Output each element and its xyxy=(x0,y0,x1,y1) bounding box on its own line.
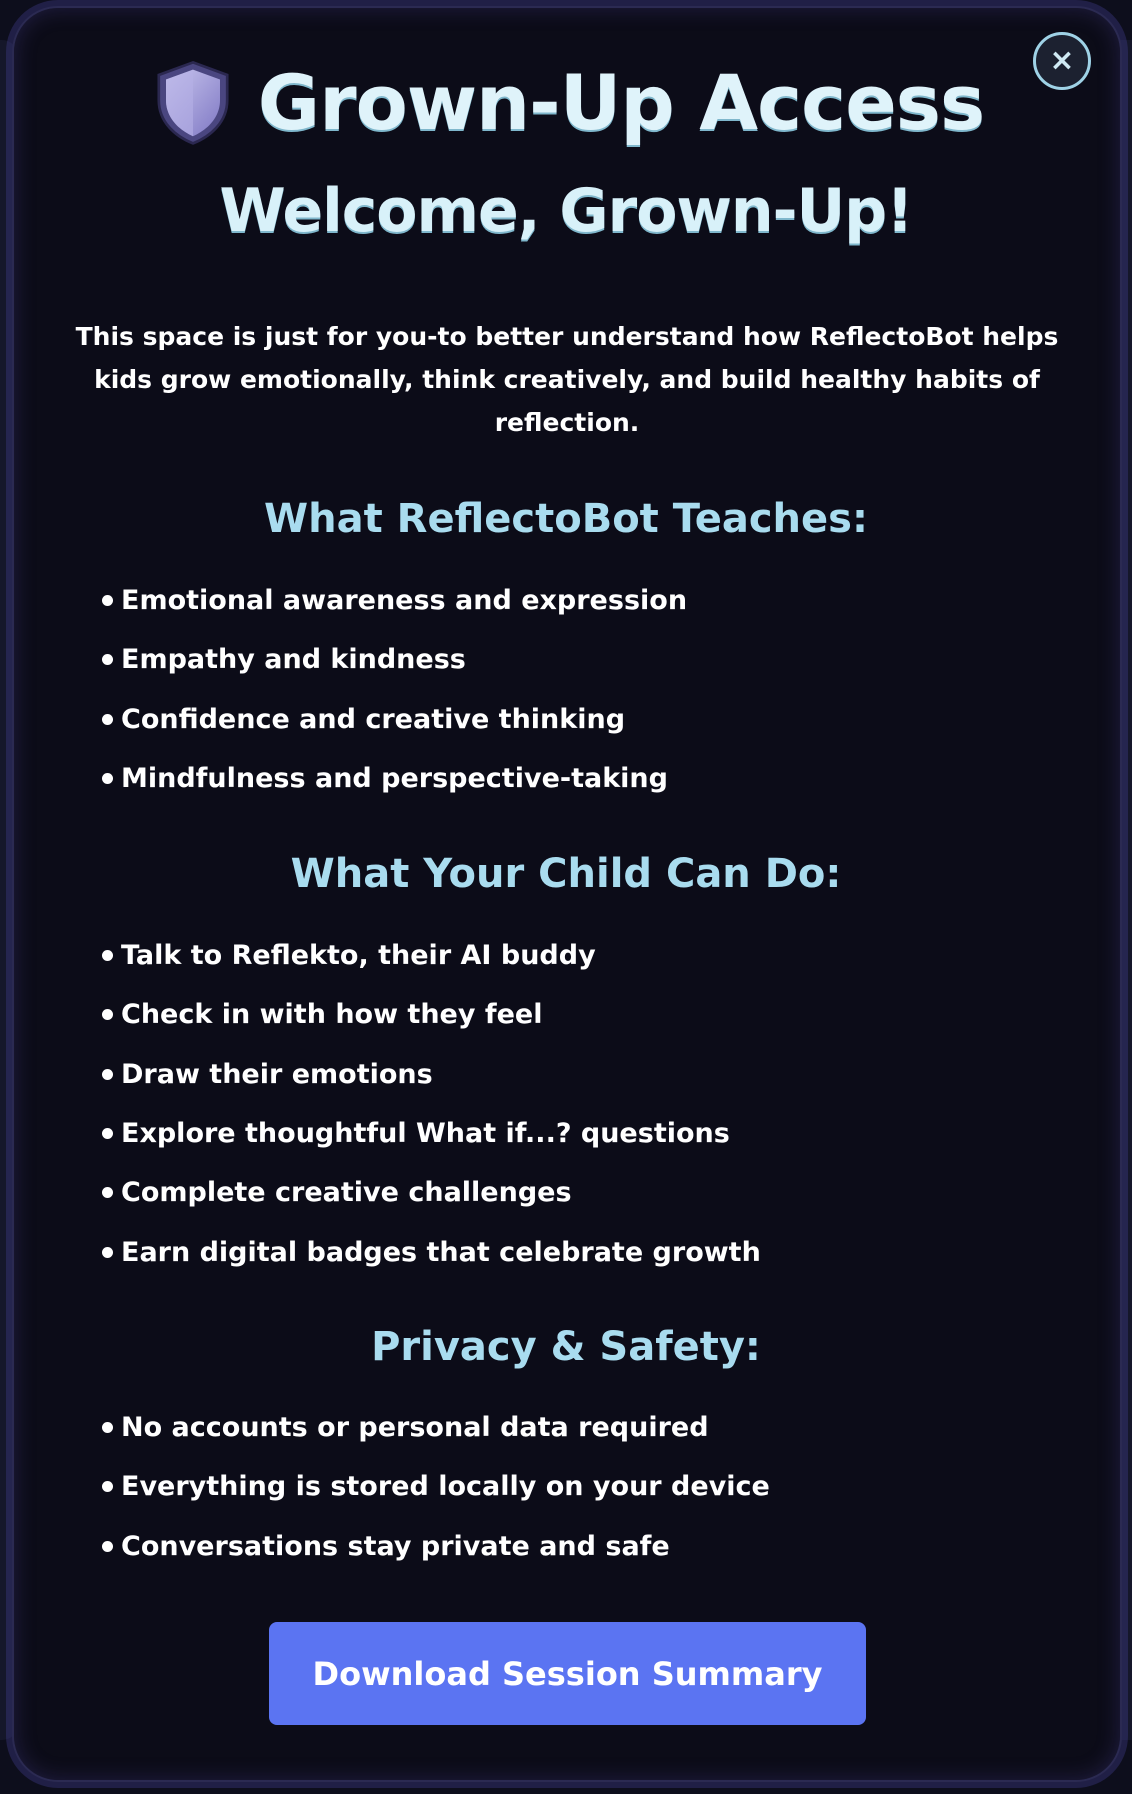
teaches-list xyxy=(102,571,687,808)
bullet-icon xyxy=(102,1541,113,1552)
bullet-icon xyxy=(102,654,113,665)
list-item: Conversations stay private and safe xyxy=(102,1517,770,1576)
bullet-icon xyxy=(102,1187,113,1198)
bullet-icon xyxy=(102,1422,113,1433)
list-item: Mindfulness and perspective-taking xyxy=(102,749,687,808)
bullet-icon xyxy=(102,714,113,725)
close-icon: × xyxy=(1049,43,1075,78)
shield-icon xyxy=(148,57,238,147)
intro-text: This space is just for you-to better understand how ReflectoBot helps kids grow emotionally, think creatively, and build healthy habits of reflection. xyxy=(75,322,1059,437)
bullet-icon xyxy=(102,1481,113,1492)
modal-header xyxy=(0,52,1132,152)
section-heading-child-can-do: What Your Child Can Do: xyxy=(290,851,842,897)
bullet-icon xyxy=(102,950,113,961)
child-can-do-list xyxy=(102,926,761,1282)
bullet-icon xyxy=(102,1069,113,1080)
list-item: Draw their emotions xyxy=(102,1045,761,1104)
bullet-icon xyxy=(102,773,113,784)
list-item: Explore thoughtful What if...? questions xyxy=(102,1104,761,1163)
bullet-icon xyxy=(102,595,113,606)
list-item: Emotional awareness and expression xyxy=(102,571,687,630)
section-heading-teaches: What ReflectoBot Teaches: xyxy=(264,496,868,542)
modal-title: Grown-Up Access xyxy=(257,57,985,147)
list-item: No accounts or personal data required xyxy=(102,1398,770,1457)
welcome-heading: Welcome, Grown-Up! xyxy=(219,176,913,246)
bullet-icon xyxy=(102,1128,113,1139)
bullet-icon xyxy=(102,1247,113,1258)
download-session-summary-button[interactable]: Download Session Summary xyxy=(269,1622,866,1725)
list-item: Talk to Reflekto, their AI buddy xyxy=(102,926,761,985)
list-item: Check in with how they feel xyxy=(102,985,761,1044)
list-item: Confidence and creative thinking xyxy=(102,690,687,749)
bullet-icon xyxy=(102,1009,113,1020)
privacy-list xyxy=(102,1398,770,1576)
list-item: Complete creative challenges xyxy=(102,1163,761,1222)
list-item: Empathy and kindness xyxy=(102,630,687,689)
list-item: Earn digital badges that celebrate growth xyxy=(102,1222,761,1281)
section-heading-privacy: Privacy & Safety: xyxy=(371,1324,761,1370)
list-item: Everything is stored locally on your device xyxy=(102,1457,770,1516)
